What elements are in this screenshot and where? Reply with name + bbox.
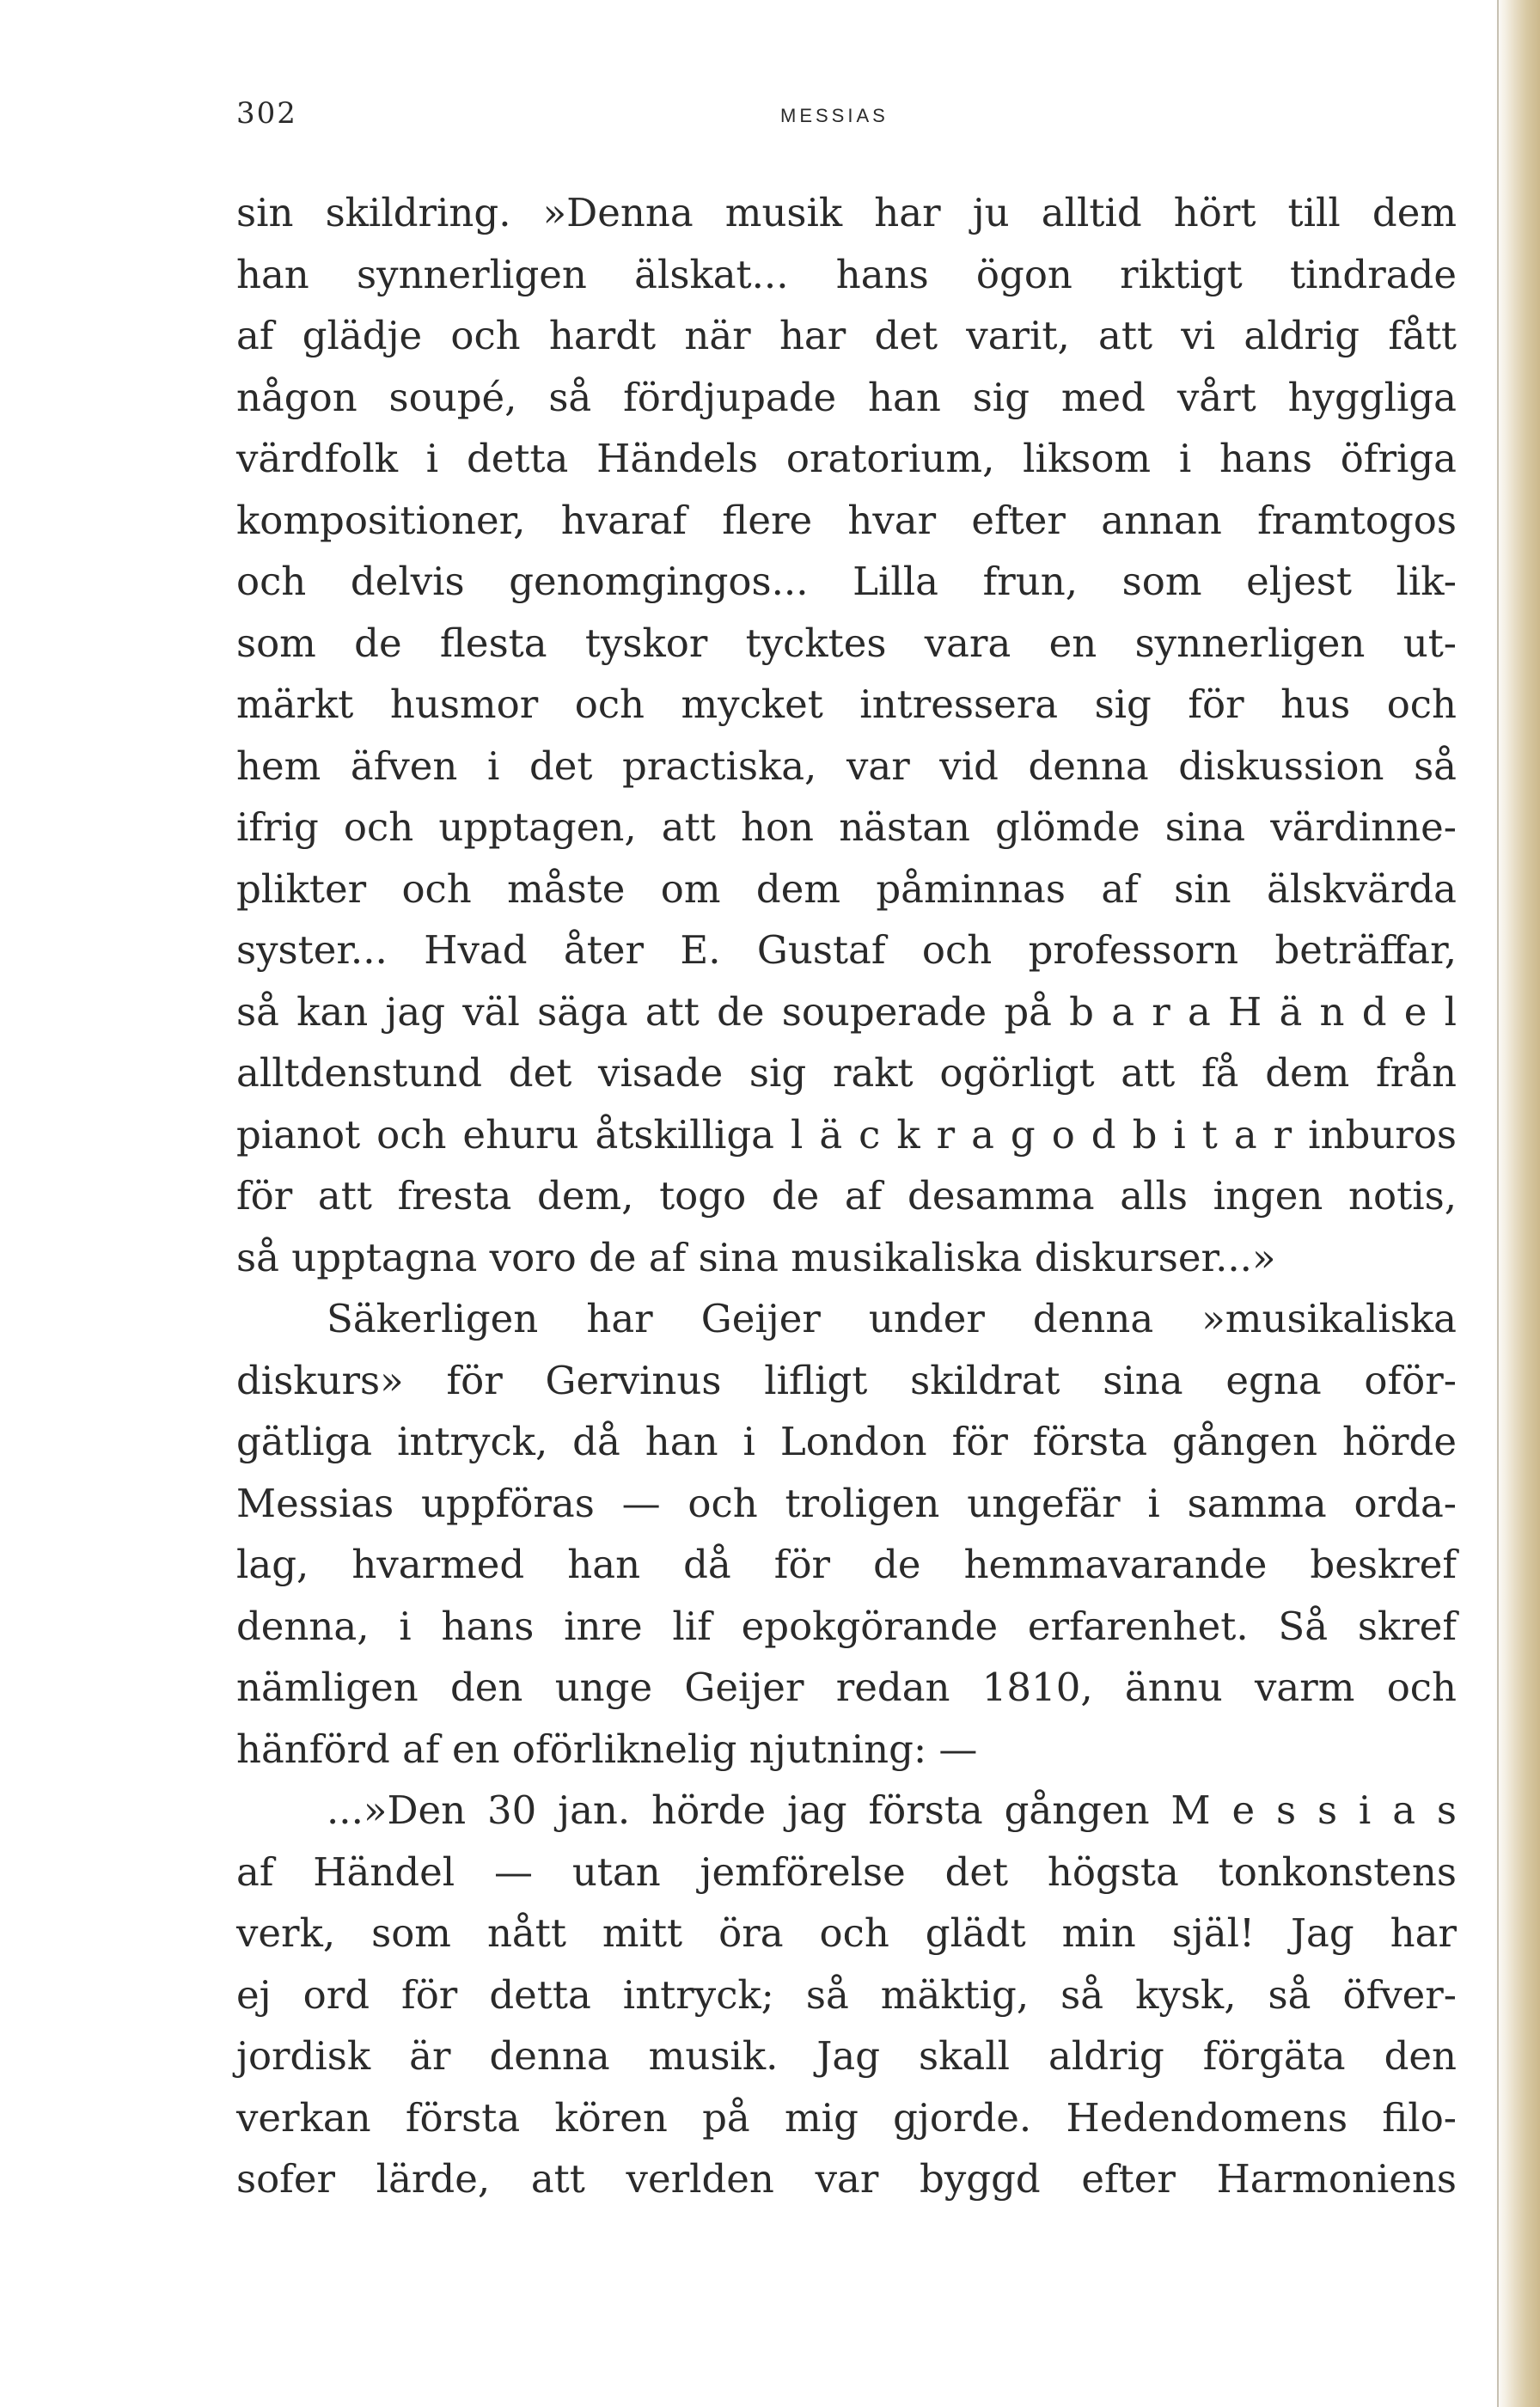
text-line: nämligen den unge Geijer redan 1810, ännu varm och [236, 1665, 1457, 1710]
text-line: Messias uppföras — och troligen ungefär i samma orda- [236, 1480, 1457, 1526]
text-line: märkt husmor och mycket intressera sig för hus och [236, 681, 1457, 727]
page-header [236, 96, 1457, 139]
text-line: så kan jag väl säga att de souperade på b a r a H ä n d e l [236, 988, 1457, 1035]
text-line: för att fresta dem, togo de af desamma alls ingen notis, [236, 1173, 1457, 1219]
text-line: som de flesta tyskor tycktes vara en synnerligen ut- [236, 620, 1457, 666]
text-line: ifrig och upptagen, att hon nästan glömde sina värdinne- [236, 804, 1457, 850]
text-line: diskurs» för Gervinus lifligt skildrat sina egna oför- [236, 1357, 1457, 1403]
text-line: sin skildring. »Denna musik har ju alltid hört till dem [236, 190, 1457, 235]
text-line: sofer lärde, att verlden var byggd efter Harmoniens [236, 2156, 1457, 2202]
text-line: verk, som nått mitt öra och glädt min själ! Jag har [236, 1910, 1457, 1956]
text-line: lag, hvarmed han då för de hemmavarande beskref [236, 1542, 1457, 1587]
text-line: han synnerligen älskat... hans ögon riktigt tindrade [236, 251, 1457, 297]
text-line: ...»Den 30 jan. hörde jag första gången M e s s i a s [327, 1787, 1457, 1833]
running-title: MESSIAS [780, 105, 889, 126]
text-line: syster... Hvad åter E. Gustaf och professorn beträffar, [236, 927, 1457, 973]
text-line: plikter och måste om dem påminnas af sin älskvärda [236, 865, 1457, 912]
body-text [236, 182, 1457, 2210]
text-line: gätliga intryck, då han i London för första gången hörde [236, 1419, 1457, 1464]
text-line: och delvis genomgingos... Lilla frun, som eljest lik- [236, 559, 1457, 604]
text-line: pianot och ehuru åtskilliga l ä c k r a g o d b i t a r inburos [236, 1111, 1457, 1158]
text-line: hem äfven i det practiska, var vid denna diskussion så [236, 742, 1457, 789]
text-line: Säkerligen har Geijer under denna »musikaliska [327, 1296, 1457, 1341]
page-edge-line [1497, 0, 1499, 2407]
page-number: 302 [236, 96, 297, 131]
text-line: af glädje och hardt när har det varit, att vi aldrig fått [236, 313, 1457, 358]
text-line: af Händel — utan jemförelse det högsta tonkonstens [236, 1848, 1457, 1895]
text-line: hänförd af en oförliknelig njutning: — [236, 1726, 978, 1772]
text-line: värdfolk i detta Händels oratorium, liksom i hans öfriga [236, 436, 1457, 481]
text-line: ej ord för detta intryck; så mäktig, så kysk, så öfver- [236, 1971, 1457, 2018]
text-line: alltdenstund det visade sig rakt ogörligt att få dem från [236, 1050, 1457, 1096]
text-line: kompositioner, hvaraf flere hvar efter annan framtogos [236, 497, 1457, 543]
page-edge [1495, 0, 1540, 2407]
text-line: någon soupé, så fördjupade han sig med vårt hyggliga [236, 374, 1457, 420]
text-line: verkan första kören på mig gjorde. Hedendomens filo- [236, 2094, 1457, 2141]
text-line: så upptagna voro de af sina musikaliska diskurser...» [236, 1234, 1276, 1280]
text-line: jordisk är denna musik. Jag skall aldrig förgäta den [236, 2033, 1457, 2079]
text-line: denna, i hans inre lif epokgörande erfarenhet. Så skref [236, 1603, 1457, 1649]
